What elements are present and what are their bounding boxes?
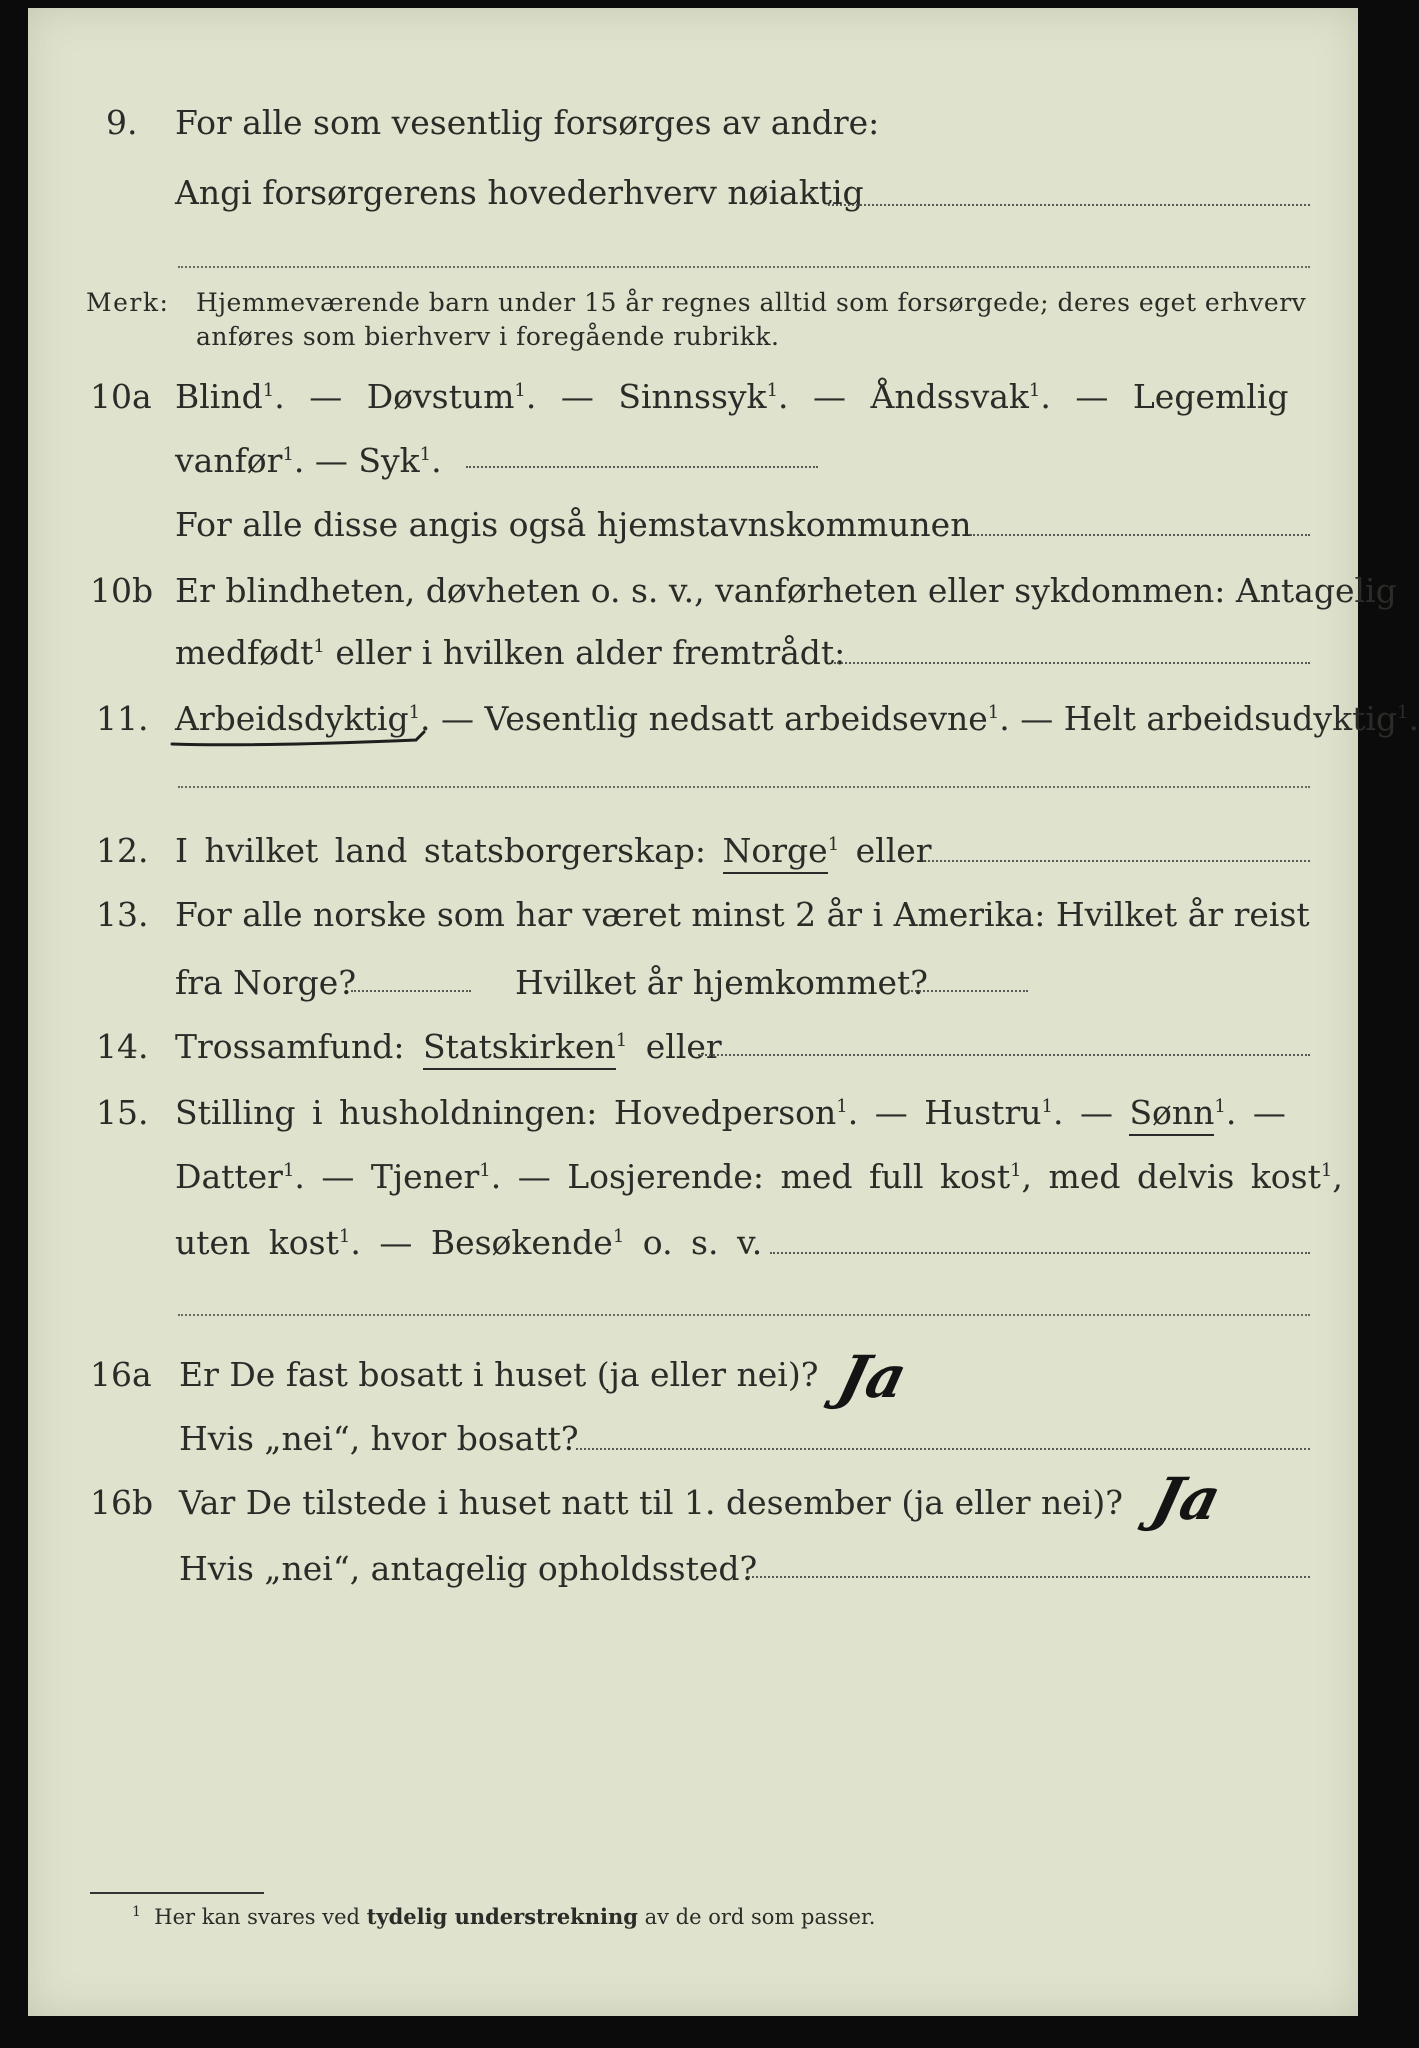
- question-12-number: 12.: [96, 831, 149, 870]
- question-16b-text: Var De tilstede i huset natt til 1. desember (ja eller nei)?: [179, 1483, 1123, 1522]
- question-16a-residence-line: [576, 1448, 1310, 1450]
- option-legemlig: Legemlig: [1132, 377, 1289, 416]
- question-11-number: 11.: [96, 699, 149, 738]
- question-10a-options-line-2: vanfør$^1$. — Syk$^1$.: [175, 441, 442, 480]
- option-arbeidsudyktig: Helt arbeidsudyktig: [1063, 699, 1398, 738]
- option-delvis-kost: med delvis kost: [1048, 1157, 1321, 1196]
- question-13-number: 13.: [96, 895, 149, 934]
- question-13-return-prompt: Hvilket år hjemkommet?: [515, 963, 928, 1002]
- merk-text-line-2: anføres som bierhverv i foregående rubrikk.: [196, 322, 780, 351]
- question-15-answer-line: [770, 1252, 1310, 1254]
- question-12-answer-line: [923, 860, 1310, 862]
- question-10a-municipality-prompt: For alle disse angis også hjemstavnskommunen: [175, 505, 972, 544]
- question-16b-number: 16b: [90, 1483, 154, 1522]
- question-16a-number: 16a: [90, 1355, 152, 1394]
- question-10b-answer-line: [834, 662, 1310, 664]
- question-10b-text: Er blindheten, døvheten o. s. v., vanførheten eller sykdommen: Antagelig: [175, 571, 1397, 610]
- question-12-text: I hvilket land statsborgerskap: Norge$^1$ eller: [175, 834, 932, 867]
- question-10a-options-line-1: Blind$^1$. — Døvstum$^1$. — Sinnssyk$^1$. — Åndssvak$^1$. — Legemlig: [175, 377, 1289, 416]
- option-tjener: Tjener: [370, 1157, 480, 1196]
- option-nedsatt-arbeidsevne: Vesentlig nedsatt arbeidsevne: [484, 699, 988, 738]
- question-16b-location-prompt: Hvis „nei“, antagelig opholdssted?: [179, 1549, 758, 1588]
- question-15-line-1: Stilling i husholdningen: Hovedperson$^1$. — Hustru$^1$. — Sønn$^1$. —: [175, 1096, 1286, 1129]
- question-15-line-2: Datter$^1$. — Tjener$^1$. — Losjerende: med full kost$^1$, med delvis kost$^1$,: [175, 1157, 1343, 1196]
- option-andssvak: Åndssvak: [870, 377, 1029, 416]
- question-10a-answer-line: [466, 466, 818, 468]
- question-13-text: For alle norske som har været minst 2 år i Amerika: Hvilket år reist: [175, 895, 1310, 934]
- question-9-number: 9.: [106, 103, 138, 142]
- question-11-options: Arbeidsdyktig$^1$. — Vesentlig nedsatt arbeidsevne$^1$. — Helt arbeidsudyktig$^1$.: [175, 699, 1419, 738]
- option-blind: Blind: [175, 377, 263, 416]
- question-10a-municipality-line: [970, 534, 1310, 536]
- option-vanfor: vanfør: [175, 441, 283, 480]
- question-15-number: 15.: [96, 1093, 149, 1132]
- option-datter: Datter: [175, 1157, 283, 1196]
- option-dovstum: Døvstum: [366, 377, 515, 416]
- option-arbeidsdyktig: Arbeidsdyktig: [175, 699, 409, 738]
- option-syk: Syk: [358, 441, 420, 480]
- question-16b-location-line: [748, 1576, 1310, 1578]
- question-14-number: 14.: [96, 1027, 149, 1066]
- merk-label: Merk:: [86, 288, 170, 317]
- question-9-provider-prompt: Angi forsørgerens hovederhverv nøiaktig: [175, 173, 864, 212]
- footnote-rule: [90, 1892, 264, 1894]
- merk-text-line-1: Hjemmeværende barn under 15 år regnes alltid som forsørgede; deres eget erhverv: [196, 288, 1307, 317]
- answer-16a-handwritten: Ja: [831, 1343, 914, 1411]
- question-16a-residence-prompt: Hvis „nei“, hvor bosatt?: [179, 1419, 579, 1458]
- answer-16b-handwritten: Ja: [1145, 1465, 1228, 1533]
- question-10b-age-prompt: medfødt$^1$ eller i hvilken alder fremtrådt:: [175, 633, 846, 672]
- option-sinnssyk: Sinnssyk: [618, 377, 767, 416]
- question-16a-text: Er De fast bosatt i huset (ja eller nei)?: [179, 1355, 819, 1394]
- option-full-kost: med full kost: [780, 1157, 1011, 1196]
- option-uten-kost: uten kost: [175, 1223, 339, 1262]
- question-14-text: Trossamfund: Statskirken$^1$ eller: [175, 1030, 722, 1063]
- question-9-answer-line: [828, 204, 1310, 206]
- question-9-second-line: [178, 266, 1310, 268]
- option-norge: Norge: [723, 831, 828, 874]
- option-sonn: Sønn: [1129, 1093, 1214, 1136]
- option-hovedperson: Hovedperson: [613, 1093, 837, 1132]
- handwritten-underline-arbeidsdyktig: [168, 728, 448, 752]
- question-13-return-line: [908, 990, 1028, 992]
- census-form-page: [28, 8, 1419, 2016]
- option-besokende: Besøkende: [430, 1223, 613, 1262]
- option-hustru: Hustru: [924, 1093, 1042, 1132]
- question-10b-number: 10b: [90, 571, 154, 610]
- question-13-departure-line: [351, 990, 471, 992]
- question-11-blank-line: [178, 786, 1310, 788]
- question-9-text: For alle som vesentlig forsørges av andre:: [175, 103, 880, 142]
- question-14-answer-line: [698, 1054, 1310, 1056]
- question-15-line-3: uten kost$^1$. — Besøkende$^1$ o. s. v.: [175, 1223, 763, 1262]
- question-15-blank-line: [178, 1314, 1310, 1316]
- option-statskirken: Statskirken: [423, 1027, 616, 1070]
- question-13-departure-prompt: fra Norge?: [175, 963, 357, 1002]
- question-10a-number: 10a: [90, 377, 152, 416]
- footnote: $^1$ Her kan svares ved tydelig understrekning av de ord som passer.: [132, 1904, 876, 1929]
